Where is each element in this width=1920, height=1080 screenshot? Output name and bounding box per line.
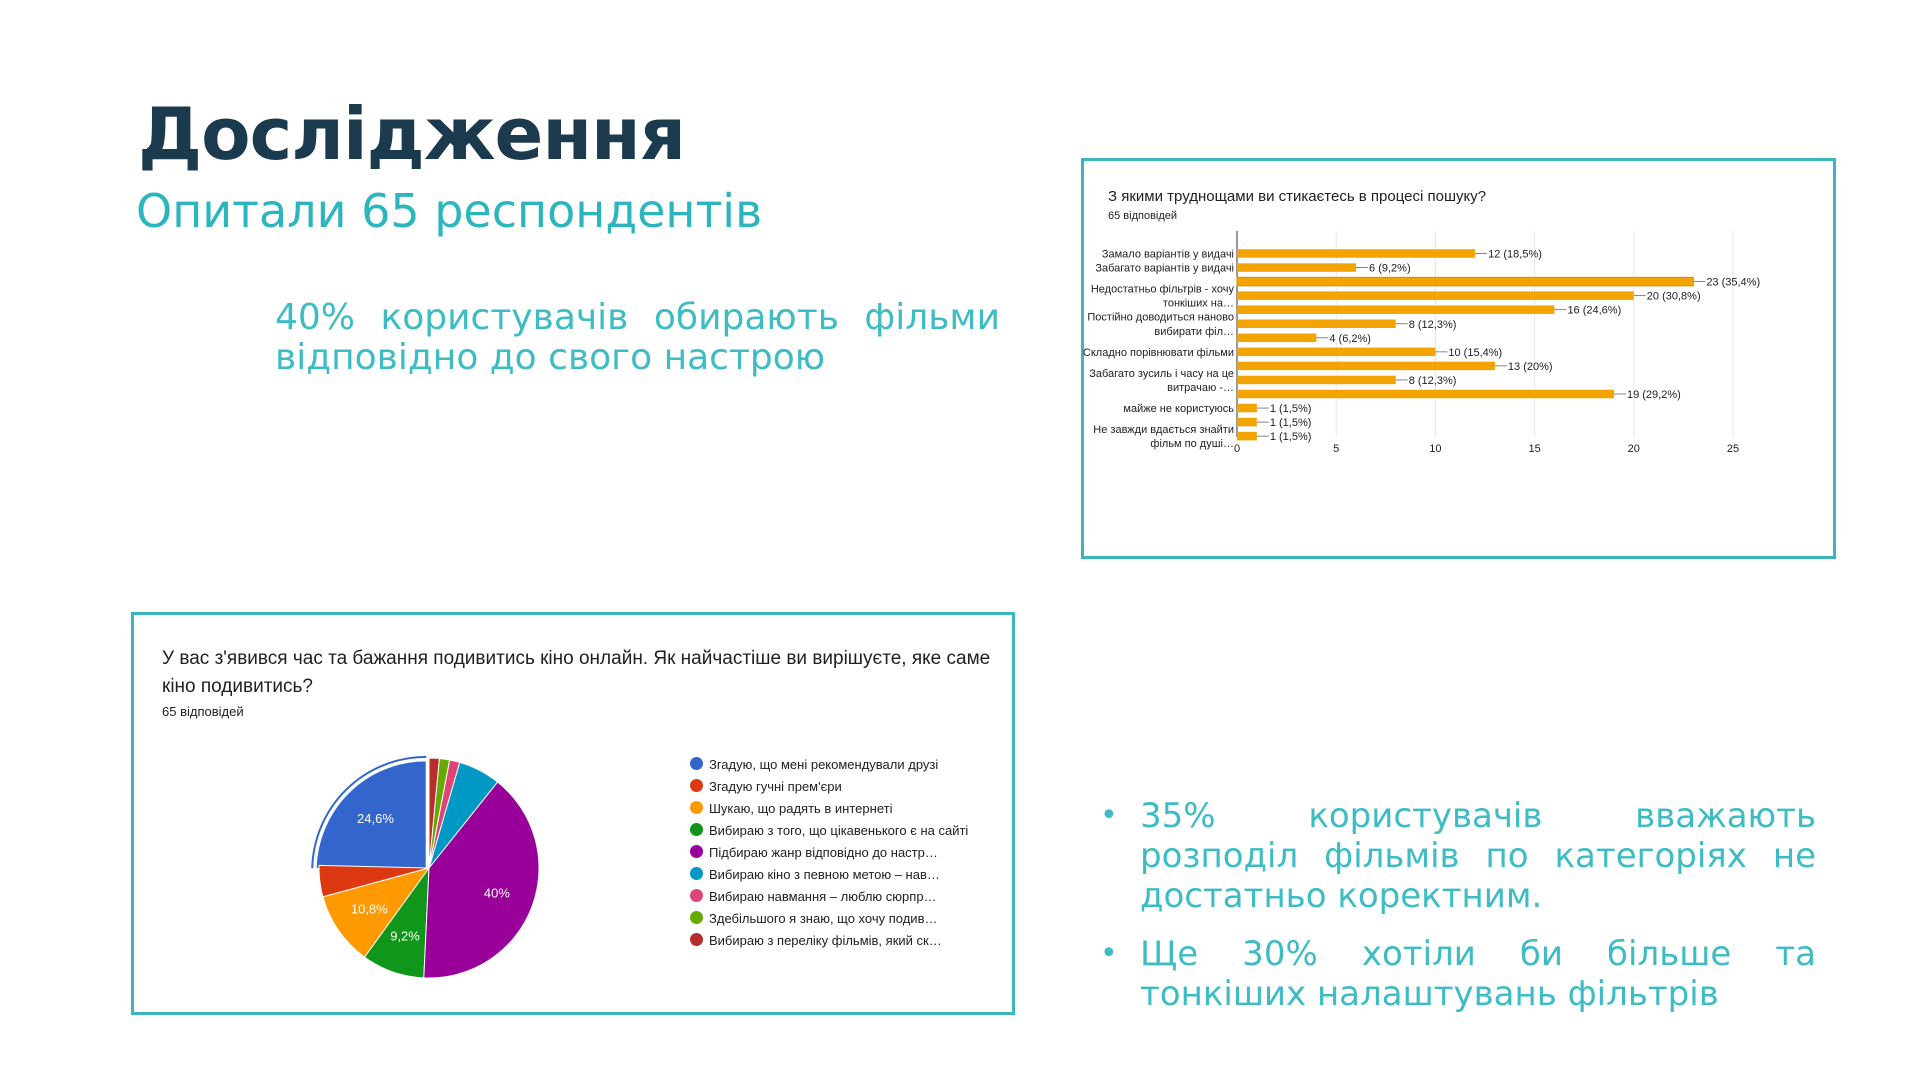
bar-data-label: 1 (1,5%) xyxy=(1269,403,1312,416)
legend-color-icon xyxy=(690,911,703,924)
bar-data-label: 20 (30,8%) xyxy=(1646,290,1701,303)
bar-mark xyxy=(1237,390,1614,399)
bar-mark xyxy=(1237,348,1435,357)
bar-data-label: 8 (12,3%) xyxy=(1408,374,1457,387)
bar-mark xyxy=(1237,305,1554,314)
legend-color-icon xyxy=(690,801,703,814)
pie-legend-label: Вибираю кіно з певною метою – нав… xyxy=(709,867,940,882)
legend-color-icon xyxy=(690,889,703,902)
pie-legend-item xyxy=(690,888,990,905)
bar-mark xyxy=(1237,263,1356,272)
bar-x-tick-label: 25 xyxy=(1726,443,1740,455)
legend-color-icon xyxy=(690,823,703,836)
bar-mark xyxy=(1237,277,1693,286)
pie-legend-label: Вибираю з того, що цікавенького є на сайті xyxy=(709,823,969,838)
bar-category-label: Забагато варіантів у видачі xyxy=(1095,262,1234,275)
bar-chart-svg xyxy=(1084,161,1839,562)
bar-category-label: фільм по душі… xyxy=(1150,438,1234,451)
slide-subtitle: Опитали 65 респондентів xyxy=(136,184,763,238)
slide-title: Дослідження xyxy=(138,92,686,176)
finding-item xyxy=(1100,934,1816,1014)
pie-legend-item xyxy=(690,910,990,927)
pie-chart-title: У вас з'явився час та бажання подивитись кіно онлайн. Як найчастіше ви вирішуєте, яке саме кіно подивитись? xyxy=(162,648,991,697)
pie-legend-label: Підбираю жанр відповідно до настр… xyxy=(709,845,938,860)
bar-data-label: 1 (1,5%) xyxy=(1269,417,1312,430)
bar-mark xyxy=(1237,404,1257,413)
bar-category-label: Недостатньо фільтрів - хочу xyxy=(1090,283,1234,296)
bar-mark xyxy=(1237,334,1316,343)
legend-color-icon xyxy=(690,845,703,858)
bar-category-label: Замало варіантів у видачі xyxy=(1101,248,1234,261)
pie-chart-response-count: 65 відповідей xyxy=(162,704,244,719)
bar-mark xyxy=(1237,291,1634,300)
bar-data-label: 12 (18,5%) xyxy=(1488,248,1542,261)
choice-chart-panel xyxy=(131,612,1015,1015)
bar-data-label: 19 (29,2%) xyxy=(1626,389,1681,401)
pie-legend-label: Здебільшого я знаю, що хочу подив… xyxy=(709,911,938,926)
pie-slice-label: 9,2% xyxy=(390,928,420,944)
bar-chart-title: З якими труднощами ви стикаєтесь в процесі пошуку? xyxy=(1108,188,1487,205)
pie-legend-item xyxy=(690,756,990,773)
legend-color-icon xyxy=(690,779,703,792)
bar-data-label: 23 (35,4%) xyxy=(1706,276,1761,289)
bar-mark xyxy=(1237,418,1257,427)
finding-item xyxy=(1100,796,1816,916)
bar-category-label: Забагато зусиль і часу на це xyxy=(1089,367,1234,380)
bar-mark xyxy=(1237,320,1396,329)
bar-x-tick-label: 10 xyxy=(1429,443,1442,455)
legend-color-icon xyxy=(690,933,703,946)
bar-data-label: 13 (20%) xyxy=(1507,360,1553,373)
bar-mark xyxy=(1237,362,1495,371)
findings-list xyxy=(1100,796,1816,1032)
bar-chart-response-count: 65 відповідей xyxy=(1108,210,1178,222)
mood-stat-text: 40% користувачів обирають фільми відповідно до свого настрою xyxy=(275,297,1000,378)
bar-category-label: Складно порівнювати фільми xyxy=(1082,346,1234,359)
finding-text: 35% користувачів вважають розподіл фільмів по категоріях не достатньо коректним. xyxy=(1140,796,1816,916)
pie-chart-svg xyxy=(134,615,674,1018)
bar-mark xyxy=(1237,432,1257,441)
bar-mark xyxy=(1237,249,1475,258)
bar-data-label: 1 (1,5%) xyxy=(1269,431,1312,444)
legend-color-icon xyxy=(690,757,703,770)
difficulties-chart-panel xyxy=(1081,158,1836,559)
bar-category-label: Постійно доводиться наново xyxy=(1087,311,1234,324)
bar-data-label: 10 (15,4%) xyxy=(1448,346,1503,359)
bar-category-label: Не завжди вдається знайти xyxy=(1093,424,1234,437)
pie-legend-item xyxy=(690,778,990,795)
bar-category-label: вибирати філ… xyxy=(1154,325,1234,338)
pie-legend-item xyxy=(690,800,990,817)
pie-legend-item xyxy=(690,822,990,839)
pie-legend-label: Шукаю, що радять в интернеті xyxy=(709,801,893,816)
bar-category-label: тонкіших на… xyxy=(1162,297,1234,310)
bar-data-label: 4 (6,2%) xyxy=(1329,332,1371,345)
pie-slice-label: 10,8% xyxy=(350,901,388,917)
bar-data-label: 16 (24,6%) xyxy=(1567,304,1622,317)
legend-color-icon xyxy=(690,867,703,880)
bar-x-tick-label: 5 xyxy=(1333,443,1340,455)
pie-legend-label: Згадую, що мені рекомендували друзі xyxy=(709,757,939,772)
finding-text: Ще 30% хотіли би більше та тонкіших налаштувань фільтрів xyxy=(1140,934,1816,1014)
pie-legend-item xyxy=(690,844,990,861)
pie-legend-label: Згадую гучні прем'єри xyxy=(709,779,842,794)
pie-legend-label: Вибираю з переліку фільмів, який ск… xyxy=(709,933,942,948)
bar-data-label: 8 (12,3%) xyxy=(1408,318,1457,331)
bullet-dot-icon: • xyxy=(1100,798,1118,833)
pie-legend xyxy=(690,756,990,954)
pie-slice-label: 40% xyxy=(483,885,510,901)
pie-legend-item xyxy=(690,932,990,949)
pie-legend-label: Вибираю навмання – люблю сюрпр… xyxy=(709,889,937,904)
bar-data-label: 6 (9,2%) xyxy=(1369,262,1411,275)
pie-slice-label: 24,6% xyxy=(357,810,394,826)
bar-category-label: витрачаю -… xyxy=(1167,381,1234,394)
bar-x-tick-label: 20 xyxy=(1627,443,1640,455)
bullet-dot-icon: • xyxy=(1100,936,1118,971)
pie-legend-item xyxy=(690,866,990,883)
bar-mark xyxy=(1237,376,1396,385)
bar-x-tick-label: 15 xyxy=(1528,443,1541,455)
bar-category-label: майже не користуюсь xyxy=(1123,403,1234,416)
bar-x-tick-label: 0 xyxy=(1233,443,1241,455)
